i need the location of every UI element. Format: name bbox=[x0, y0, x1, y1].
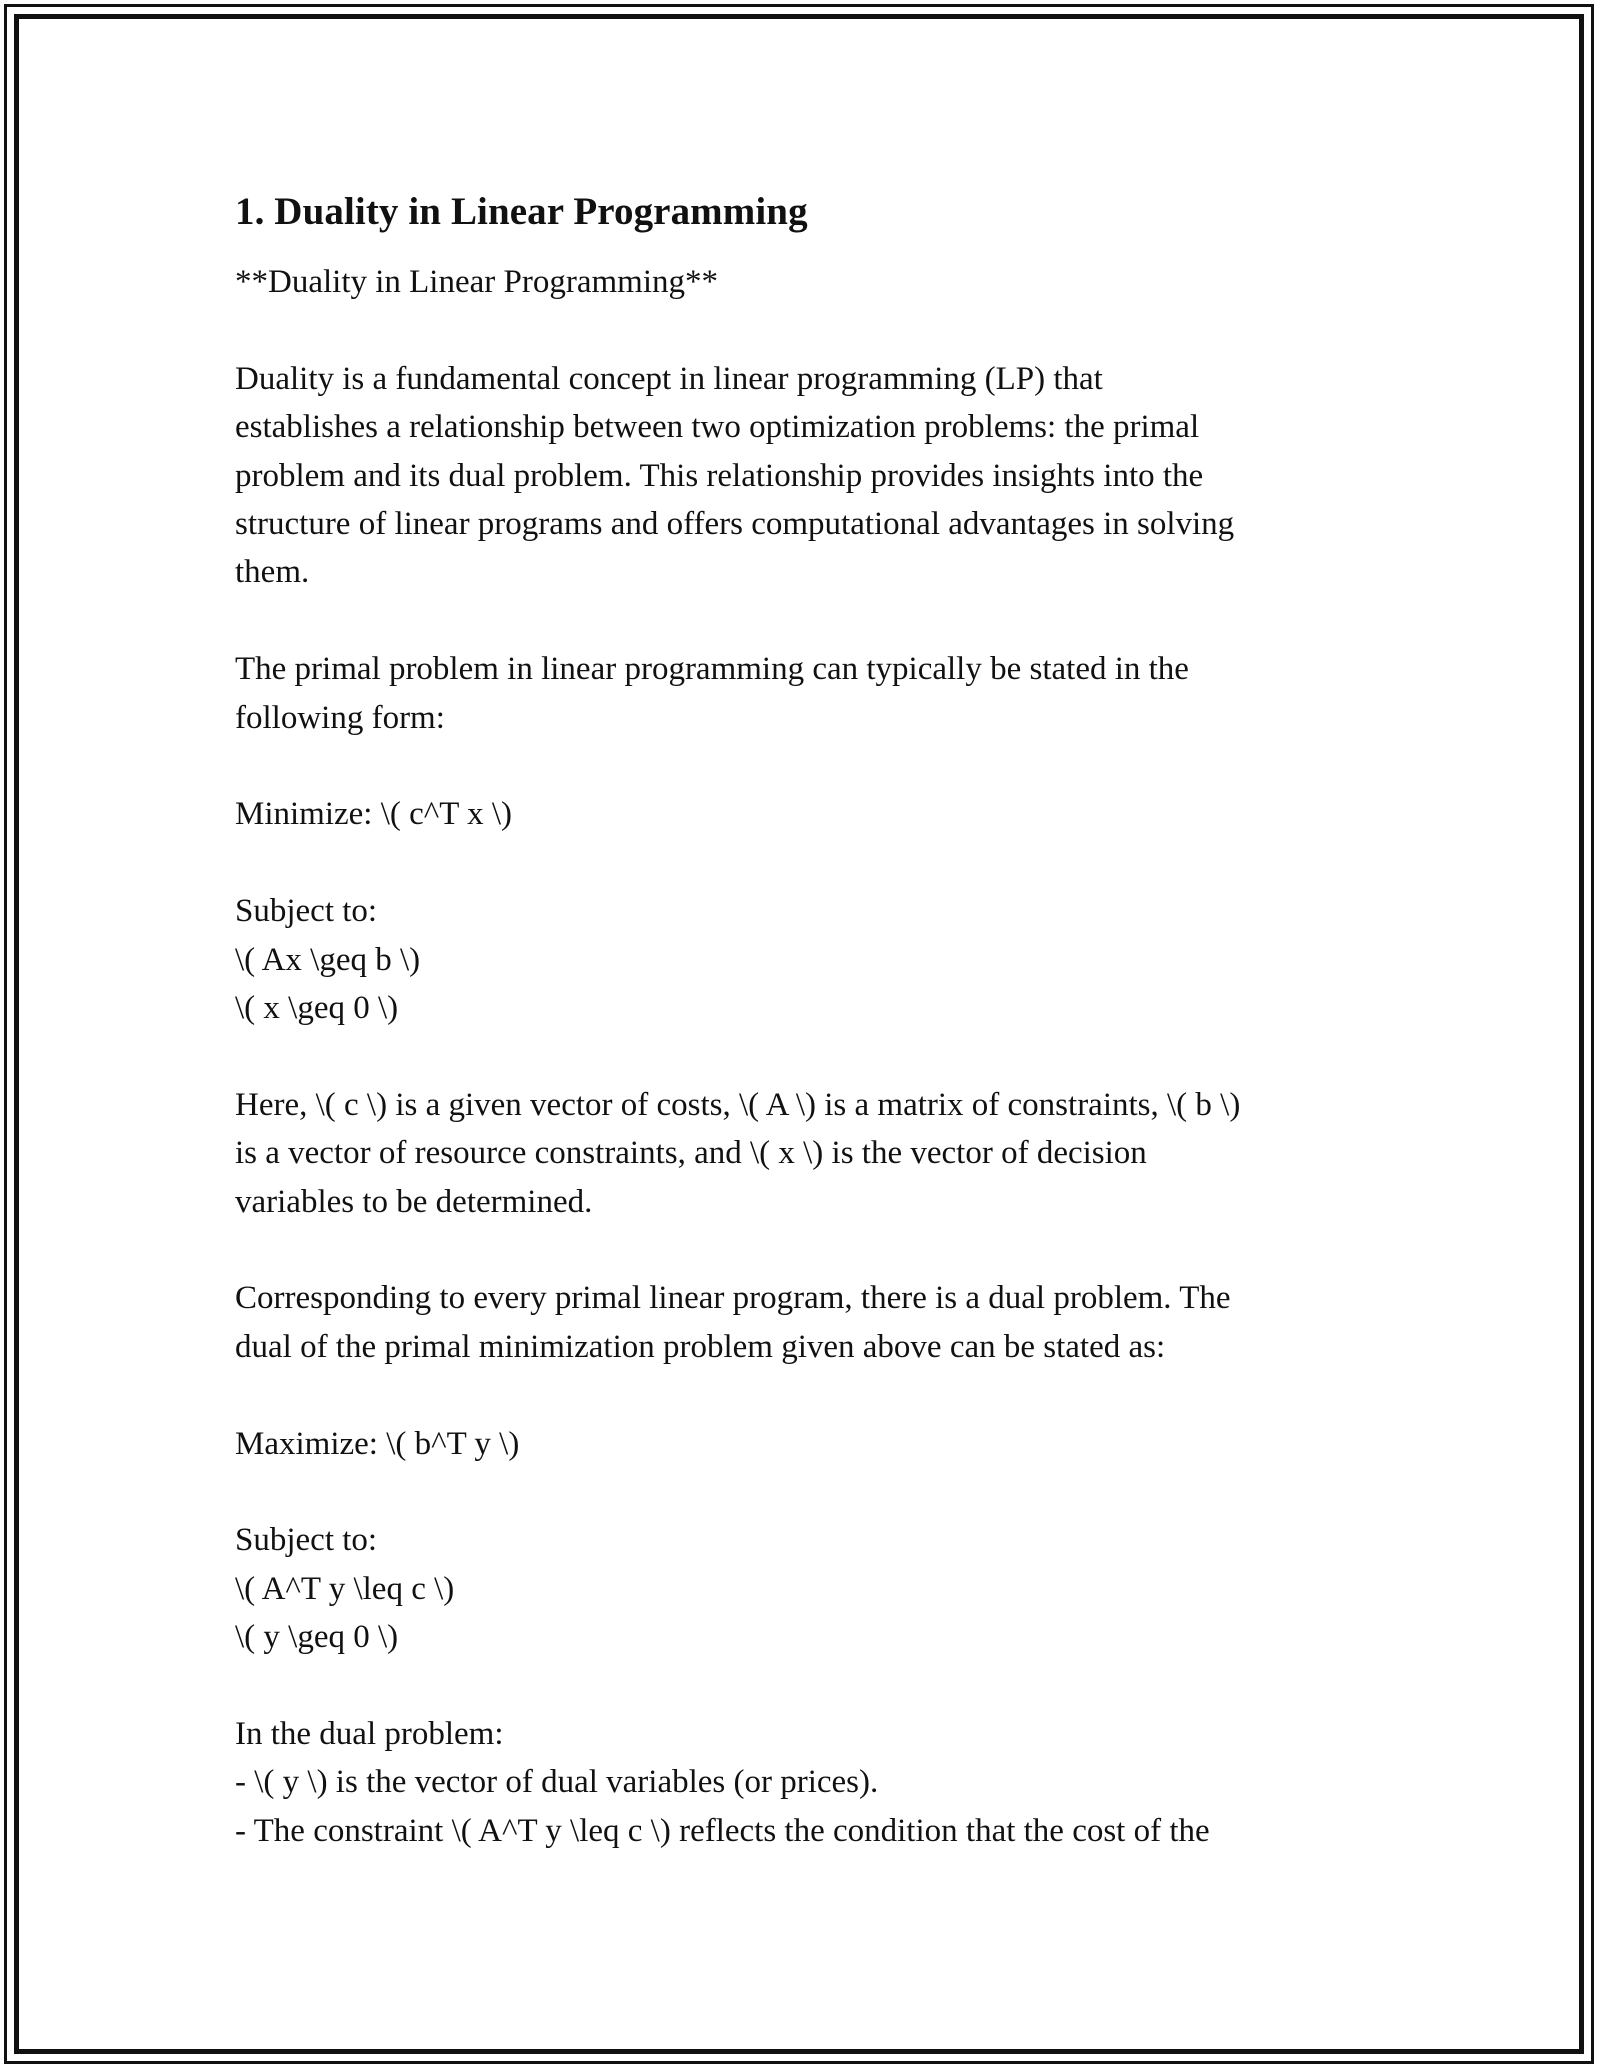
text-line: \( x \geq 0 \) bbox=[235, 990, 399, 1027]
text-line: following form: bbox=[235, 699, 445, 736]
paragraph-gap bbox=[235, 1371, 1385, 1419]
text-line: \( Ax \geq b \) bbox=[235, 941, 421, 978]
text-line: \( A^T y \leq c \) bbox=[235, 1570, 455, 1607]
paragraph-gap bbox=[235, 306, 1385, 354]
paragraph-gap bbox=[235, 1226, 1385, 1274]
text-line: establishes a relationship between two optimization problems: the primal bbox=[235, 409, 1200, 446]
text-line: Here, \( c \) is a given vector of costs, \( A \) is a matrix of constraints, \( b \) bbox=[235, 1086, 1241, 1123]
paragraph-gap bbox=[235, 742, 1385, 790]
text-line: Maximize: \( b^T y \) bbox=[235, 1425, 520, 1462]
paragraph-gap bbox=[235, 597, 1385, 645]
document-body bbox=[235, 258, 1385, 1855]
text-line: Subject to: bbox=[235, 893, 378, 930]
text-line: problem and its dual problem. This relationship provides insights into the bbox=[235, 457, 1204, 494]
document-content bbox=[235, 186, 1385, 1855]
document-title: 1. Duality in Linear Programming bbox=[235, 190, 808, 233]
text-line: - \( y \) is the vector of dual variables (or prices). bbox=[235, 1764, 879, 1801]
paragraph-gap bbox=[235, 1468, 1385, 1516]
text-line: Subject to: bbox=[235, 1522, 378, 1559]
text-line: \( y \geq 0 \) bbox=[235, 1619, 399, 1656]
text-line: is a vector of resource constraints, and \( x \) is the vector of decision bbox=[235, 1135, 1147, 1172]
text-line: **Duality in Linear Programming** bbox=[235, 264, 718, 300]
text-line: The primal problem in linear programming can typically be stated in the bbox=[235, 651, 1189, 688]
paragraph-gap bbox=[235, 1032, 1385, 1080]
text-line: Corresponding to every primal linear program, there is a dual problem. The bbox=[235, 1280, 1231, 1317]
text-line: - The constraint \( A^T y \leq c \) reflects the condition that the cost of the bbox=[235, 1812, 1210, 1849]
paragraph-gap bbox=[235, 839, 1385, 887]
paragraph-gap bbox=[235, 1662, 1385, 1710]
text-line: variables to be determined. bbox=[235, 1183, 593, 1220]
text-line: In the dual problem: bbox=[235, 1716, 504, 1753]
text-line: dual of the primal minimization problem given above can be stated as: bbox=[235, 1328, 1166, 1365]
text-line: them. bbox=[235, 554, 310, 591]
text-line: structure of linear programs and offers computational advantages in solving bbox=[235, 506, 1235, 543]
text-line: Minimize: \( c^T x \) bbox=[235, 796, 512, 833]
text-line: Duality is a fundamental concept in linear programming (LP) that bbox=[235, 360, 1103, 397]
